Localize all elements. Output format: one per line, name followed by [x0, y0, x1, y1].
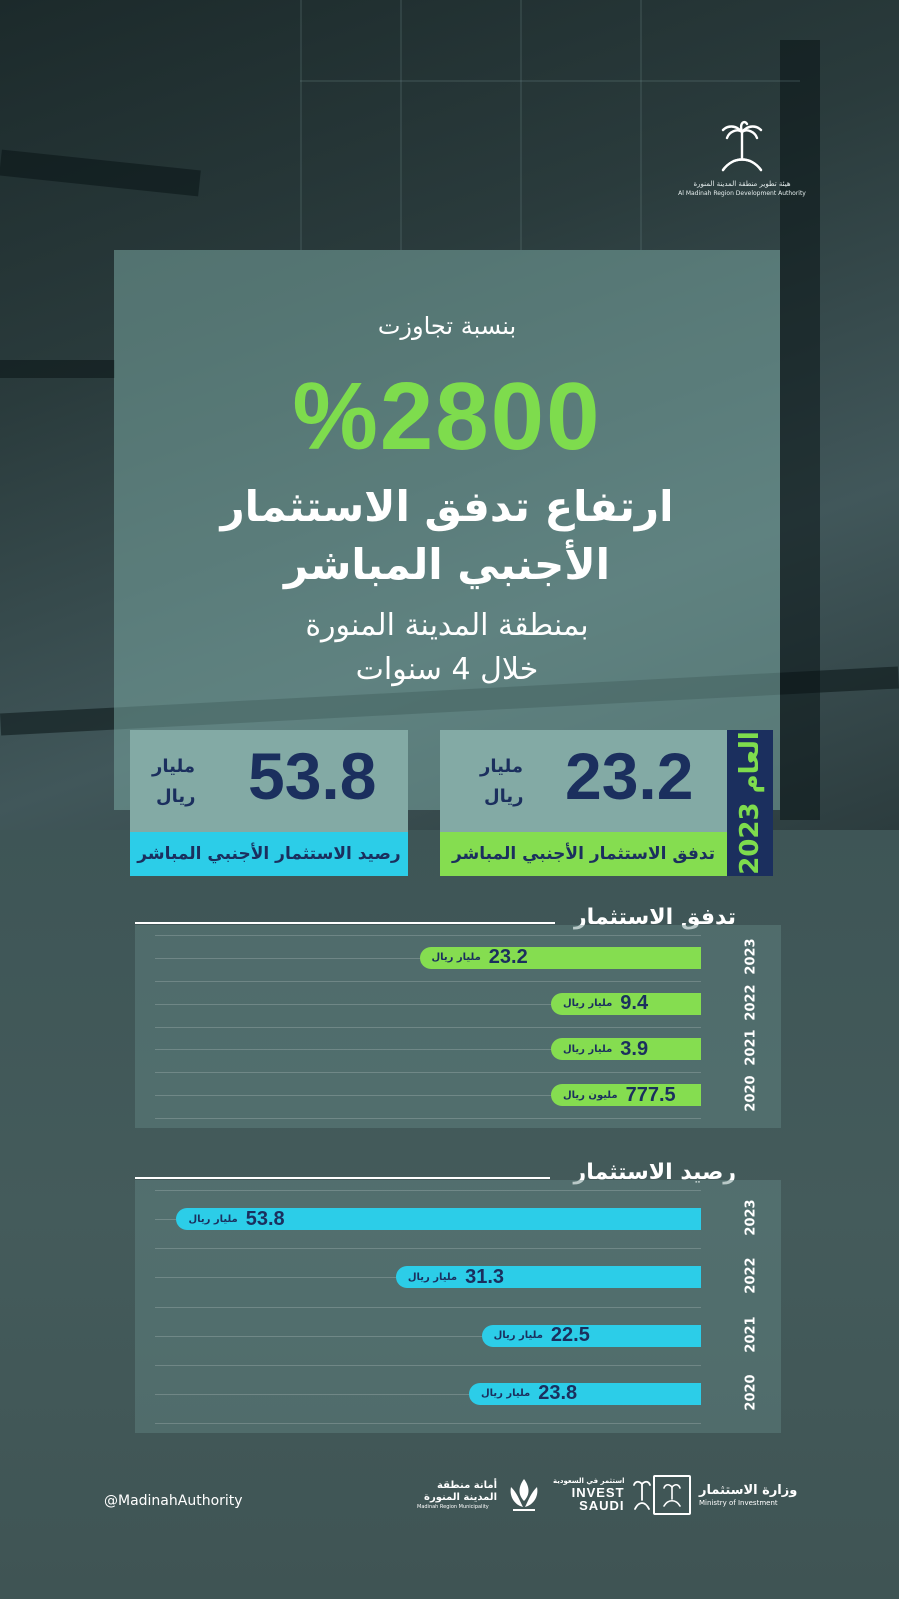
bar-label — [188, 1208, 284, 1230]
grid-line — [155, 1072, 701, 1073]
bar-unit: مليار ريال — [563, 1043, 613, 1055]
bar — [482, 1325, 701, 1347]
invest-saudi-logo — [553, 1470, 651, 1520]
flow-card-value: 23.2 — [565, 739, 694, 813]
amana-text — [417, 1480, 497, 1510]
ministry-name-ar: وزارة الاستثمار — [699, 1483, 798, 1499]
flow-card-label: تدفق الاستثمار الأجنبي المباشر — [440, 832, 727, 876]
stock-card-unit: ريال — [156, 786, 196, 807]
grid-line — [155, 1027, 701, 1028]
stock-card-unit: مليار — [152, 756, 195, 777]
stock-card — [130, 730, 408, 876]
category-label: 2023 — [743, 1199, 759, 1236]
bar — [551, 993, 701, 1015]
amana-name-en: Madinah Region Municipality — [417, 1504, 489, 1510]
year-tag-label: العام 2023 — [735, 731, 765, 875]
bar — [469, 1383, 701, 1405]
stock-card-value: 53.8 — [248, 739, 377, 813]
bar-unit: مليار ريال — [407, 1271, 458, 1283]
headline-title-line2: الأجنبي المباشر — [283, 540, 610, 589]
category-label: 2022 — [743, 1257, 759, 1294]
authority-name-ar: هيئة تطوير منطقة المدينة المنورة — [693, 180, 791, 188]
bar-value: 3.9 — [620, 1037, 649, 1060]
bar-value: 23.2 — [488, 946, 528, 969]
ministry-text — [699, 1483, 797, 1507]
background-line — [300, 80, 800, 82]
grid-line — [155, 935, 701, 936]
headline-title-line1: ارتفاع تدفق الاستثمار — [220, 482, 674, 531]
bar — [551, 1038, 701, 1060]
category-label: 2020 — [743, 1075, 759, 1112]
background-line — [300, 0, 302, 250]
bar — [420, 947, 701, 969]
flow-chart-rule — [135, 922, 555, 924]
social-handle[interactable]: @MadinahAuthority — [104, 1493, 243, 1509]
background-line — [400, 0, 402, 250]
category-label: 2021 — [743, 1316, 759, 1353]
bar-value: 31.3 — [465, 1265, 505, 1288]
bar — [551, 1084, 701, 1106]
bar-unit: مليار ريال — [563, 998, 613, 1010]
bar-label — [494, 1325, 590, 1347]
bar — [176, 1208, 701, 1230]
bar-label — [563, 1084, 676, 1106]
headline-subtitle-line1: بمنطقة المدينة المنورة — [305, 608, 589, 643]
stock-chart-title: رصيد الاستثمار — [573, 1160, 736, 1185]
bar-value: 9.4 — [620, 992, 649, 1015]
flow-card-unit: ريال — [484, 786, 524, 807]
bar-value: 23.8 — [538, 1382, 578, 1405]
headline-intro: بنسبة تجاوزت — [377, 312, 517, 340]
bar-label — [563, 1038, 648, 1060]
grid-line — [155, 1423, 701, 1424]
category-label: 2022 — [743, 984, 759, 1021]
background-beam — [0, 360, 115, 378]
amana-logo — [417, 1470, 543, 1520]
grid-line — [155, 1248, 701, 1249]
ministry-name-en: Ministry of Investment — [699, 1498, 778, 1507]
palm-swords-icon — [661, 1482, 683, 1508]
grid-line — [155, 1307, 701, 1308]
invest-saudi-text — [553, 1477, 625, 1513]
bar-value: 53.8 — [245, 1207, 285, 1230]
bar-unit: مليون ريال — [563, 1089, 618, 1101]
background-line — [640, 0, 642, 250]
flow-chart-title: تدفق الاستثمار — [573, 905, 736, 930]
grid-line — [155, 1365, 701, 1366]
headline-percent: %2800 — [292, 363, 602, 470]
year-tag — [727, 730, 773, 876]
grid-line — [155, 1118, 701, 1119]
bar-label — [563, 993, 648, 1015]
category-label: 2023 — [743, 938, 759, 975]
bar-unit: مليار ريال — [480, 1388, 531, 1400]
bar-label — [481, 1383, 577, 1405]
grid-line — [155, 981, 701, 982]
flow-card — [440, 730, 727, 876]
stock-chart — [135, 1180, 781, 1433]
flow-chart — [135, 925, 781, 1128]
amana-emblem-icon — [505, 1477, 543, 1513]
palm-swords-icon — [715, 118, 769, 176]
headline-subtitle-line2: خلال 4 سنوات — [355, 652, 539, 687]
invest-saudi-ar: استثمر في السعودية — [553, 1477, 625, 1486]
grid-line — [155, 1190, 701, 1191]
ministry-logo — [653, 1470, 797, 1520]
bar-unit: مليار ريال — [188, 1213, 238, 1225]
authority-name-en: Al Madinah Region Development Authority — [678, 190, 806, 197]
stock-chart-rule — [135, 1177, 550, 1179]
ministry-emblem — [653, 1475, 691, 1515]
bar-value: 22.5 — [550, 1324, 590, 1347]
invest-saudi-en1: INVEST — [571, 1484, 625, 1500]
background-line — [520, 0, 522, 250]
amana-name-ar: أمانة منطقة المدينة المنورة — [424, 1480, 497, 1503]
bar-label — [432, 947, 528, 969]
bar-unit: مليار ريال — [431, 952, 481, 964]
bar-unit: مليار ريال — [493, 1330, 543, 1342]
category-label: 2021 — [743, 1029, 759, 1066]
authority-logo — [677, 118, 807, 197]
stock-card-label: رصيد الاستثمار الأجنبي المباشر — [130, 832, 408, 876]
bar-label — [408, 1266, 504, 1288]
palm-swords-icon — [633, 1478, 651, 1512]
category-label: 2020 — [743, 1374, 759, 1411]
invest-saudi-en2: SAUDI — [579, 1498, 625, 1514]
bar-value: 777.5 — [625, 1083, 676, 1106]
flow-card-unit: مليار — [480, 756, 523, 777]
bar — [396, 1266, 701, 1288]
